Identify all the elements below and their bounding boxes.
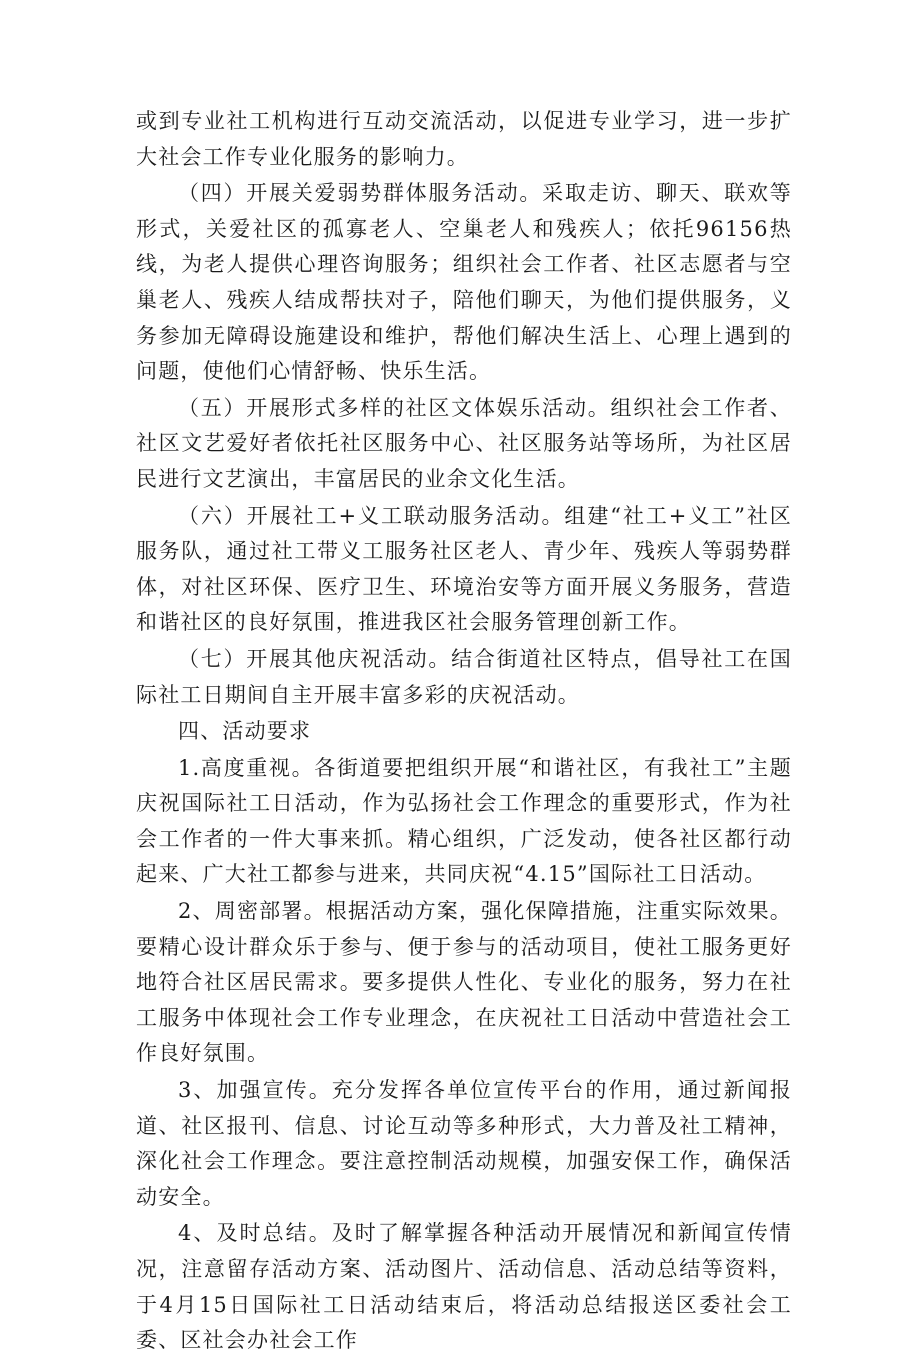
document-body [136,104,792,1359]
paragraph-item-six: （六）开展社工+义工联动服务活动。组建“社工+义工”社区服务队，通过社工带义工服务社区老人、青少年、残疾人等弱势群体，对社区环保、医疗卫生、环境治安等方面开展义务服务，营造和谐社区的良好氛围，推进我区社会服务管理创新工作。 [136,503,792,635]
paragraph-requirement-4: 4、及时总结。及时了解掌握各种活动开展情况和新闻宣传情况，注意留存活动方案、活动图片、活动信息、活动总结等资料，于4月15日国际社工日活动结束后，将活动总结报送区委社会工委、区社会办社会工作 [136,1221,792,1353]
paragraph-item-four: （四）开展关爱弱势群体服务活动。采取走访、聊天、联欢等形式，关爱社区的孤寡老人、空巢老人和残疾人；依托96156热线，为老人提供心理咨询服务；组织社会工作者、社区志愿者与空巢老人、残疾人结成帮扶对子，陪他们聊天，为他们提供服务，义务参加无障碍设施建设和维护，帮他们解决生活上、心理上遇到的问题，使他们心情舒畅、快乐生活。 [136,181,792,384]
paragraph-item-five: （五）开展形式多样的社区文体娱乐活动。组织社会工作者、社区文艺爱好者依托社区服务中心、社区服务站等场所，为社区居民进行文艺演出，丰富居民的业余文化生活。 [136,395,792,491]
paragraph-item-seven: （七）开展其他庆祝活动。结合街道社区特点，倡导社工在国际社工日期间自主开展丰富多彩的庆祝活动。 [136,646,792,707]
section-heading-requirements: 四、活动要求 [178,719,312,744]
paragraph-requirement-2: 2、周密部署。根据活动方案，强化保障措施，注重实际效果。要精心设计群众乐于参与、便于参与的活动项目，使社工服务更好地符合社区居民需求。要多提供人性化、专业化的服务，努力在社工服务中体现社会工作专业理念，在庆祝社工日活动中营造社会工作良好氛围。 [136,899,792,1066]
paragraph-continued: 或到专业社工机构进行互动交流活动，以促进专业学习，进一步扩大社会工作专业化服务的影响力。 [136,109,792,169]
paragraph-requirement-1: 1.高度重视。各街道要把组织开展“和谐社区，有我社工”主题庆祝国际社工日活动，作为弘扬社会工作理念的重要形式，作为社会工作者的一件大事来抓。精心组织，广泛发动，使各社区都行动起来、广大社工都参与进来，共同庆祝“4.15”国际社工日活动。 [136,755,792,887]
paragraph-requirement-3: 3、加强宣传。充分发挥各单位宣传平台的作用，通过新闻报道、社区报刊、信息、讨论互动等多种形式，大力普及社工精神，深化社会工作理念。要注意控制活动规模，加强安保工作，确保活动安全。 [136,1078,792,1209]
